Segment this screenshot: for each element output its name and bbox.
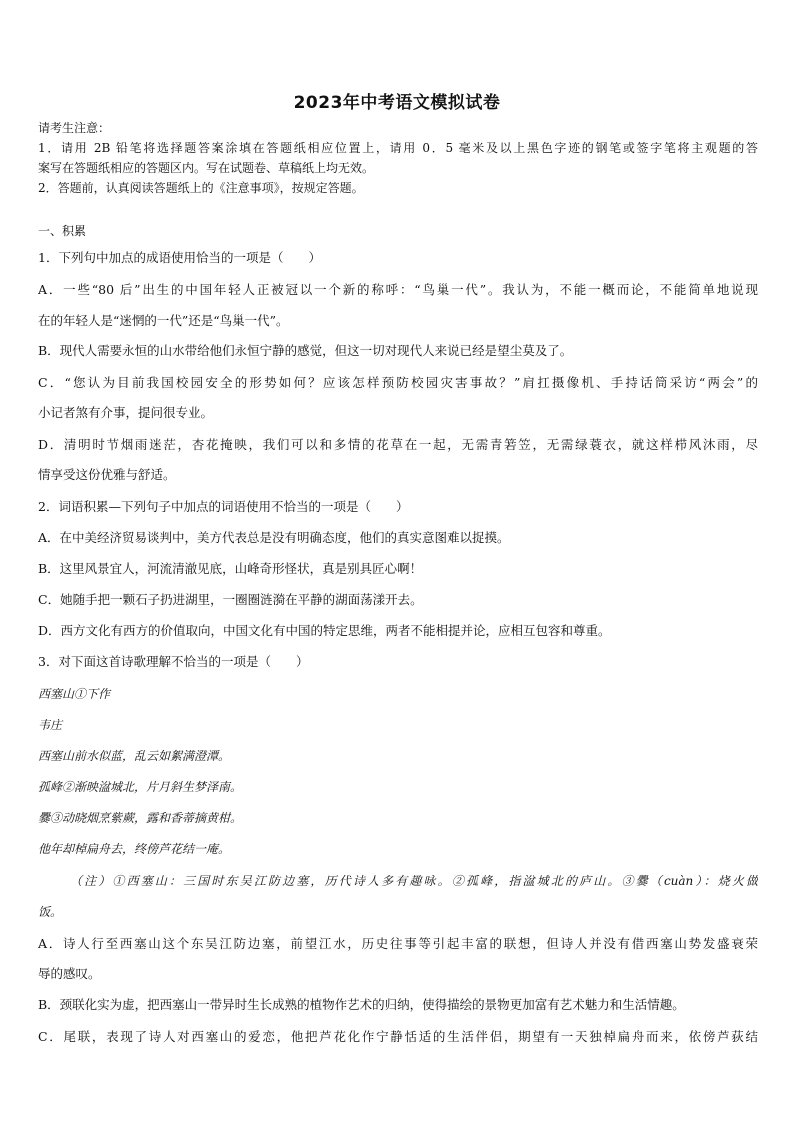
notice-item-1-line-1: 1．请用 2B 铅笔将选择题答案涂填在答题纸相应位置上，请用 0．5 毫米及以上黑色字迹的钢笔或签字笔将主观题的答 bbox=[38, 141, 758, 155]
question-1-stem: 1．下列句中加点的成语使用恰当的一项是（ ） bbox=[38, 250, 321, 265]
poem-note-line-1: （注）①西塞山：三国时东吴江防边塞，历代诗人多有趣咏。②孤峰，指湓城北的庐山。③爨（cuàn）：烧火做 bbox=[70, 874, 758, 888]
question-1-option-a-line-2: 在的年轻人是“迷惘的一代”还是“鸟巢一代”。 bbox=[38, 313, 289, 328]
question-2-option-d: D．西方文化有西方的价值取向，中国文化有中国的特定思维，两者不能相提并论，应相互包容和尊重。 bbox=[38, 623, 611, 638]
section-heading: 一、积累 bbox=[38, 224, 87, 238]
poem-author: 韦庄 bbox=[38, 718, 63, 732]
question-1-option-b: B．现代人需要永恒的山水带给他们永恒宁静的感觉，但这一切对现代人来说已经是望尘莫及了。 bbox=[38, 343, 573, 358]
notice-item-1-line-2: 案写在答题纸相应的答题区内。写在试题卷、草稿纸上均无效。 bbox=[38, 161, 375, 175]
notice-item-2: 2．答题前，认真阅读答题纸上的《注意事项》，按规定答题。 bbox=[38, 181, 364, 195]
poem-title: 西塞山①下作 bbox=[38, 687, 111, 701]
poem-note-line-2: 饭。 bbox=[38, 905, 63, 919]
question-1-option-c-line-2: 小记者煞有介事，提问很专业。 bbox=[38, 405, 214, 420]
question-2-option-c: C．她随手把一颗石子扔进湖里，一圈圈涟漪在平静的湖面荡漾开去。 bbox=[38, 592, 423, 607]
page-title: 2023年中考语文模拟试卷 bbox=[293, 93, 501, 113]
question-1-option-d-line-1: D．清明时节烟雨迷茫，杏花掩映，我们可以和多情的花草在一起，无需青箬笠，无需绿蓑衣，就这样栉风沐雨，尽 bbox=[38, 437, 758, 452]
poem-line-2: 孤峰②渐映湓城北，片月斜生梦泽南。 bbox=[38, 780, 243, 794]
question-1-option-d-line-2: 情享受这份优雅与舒适。 bbox=[38, 467, 176, 482]
poem-line-3: 爨③动晓烟烹紫蕨，露和香蒂摘黄柑。 bbox=[38, 811, 243, 825]
question-3-stem: 3．对下面这首诗歌理解不恰当的一项是（ ） bbox=[38, 654, 309, 669]
question-2-stem: 2．词语积累—下列句子中加点的词语使用不恰当的一项是（ ） bbox=[38, 499, 409, 514]
question-2-option-a: A．在中美经济贸易谈判中，美方代表总是没有明确态度，他们的真实意图难以捉摸。 bbox=[38, 530, 510, 545]
question-3-option-c-line-1: C．尾联，表现了诗人对西塞山的爱恋，他把芦花化作宁静恬适的生活伴侣，期望有一天独棹扁舟而来，依傍芦荻结 bbox=[38, 1029, 758, 1044]
question-3-option-a-line-2: 辱的感叹。 bbox=[38, 966, 101, 981]
notice-heading: 请考生注意： bbox=[38, 121, 111, 135]
poem-line-4: 他年却棹扁舟去，终傍芦花结一庵。 bbox=[38, 842, 231, 856]
question-3-option-b: B．颈联化实为虚，把西塞山一带异时生长成熟的植物作艺术的归纳，使得描绘的景物更加富有艺术魅力和生活情趣。 bbox=[38, 997, 685, 1012]
question-3-option-a-line-1: A．诗人行至西塞山这个东吴江防边塞，前望江水，历史往事等引起丰富的联想，但诗人并没有借西塞山势发盛衰荣 bbox=[38, 936, 758, 951]
question-1-option-c-line-1: C．“您认为目前我国校园安全的形势如何？应该怎样预防校园灾害事故？”肩扛摄像机、手持话筒采访“两会”的 bbox=[38, 375, 758, 390]
question-1-option-a-line-1: A．一些“80 后”出生的中国年轻人正被冠以一个新的称呼：“鸟巢一代”。我认为，不能一概而论，不能简单地说现 bbox=[38, 282, 758, 297]
question-2-option-b: B．这里风景宜人，河流清澈见底，山峰奇形怪状，真是别具匠心啊！ bbox=[38, 561, 423, 576]
poem-line-1: 西塞山前水似蓝，乱云如絮满澄潭。 bbox=[38, 749, 231, 763]
